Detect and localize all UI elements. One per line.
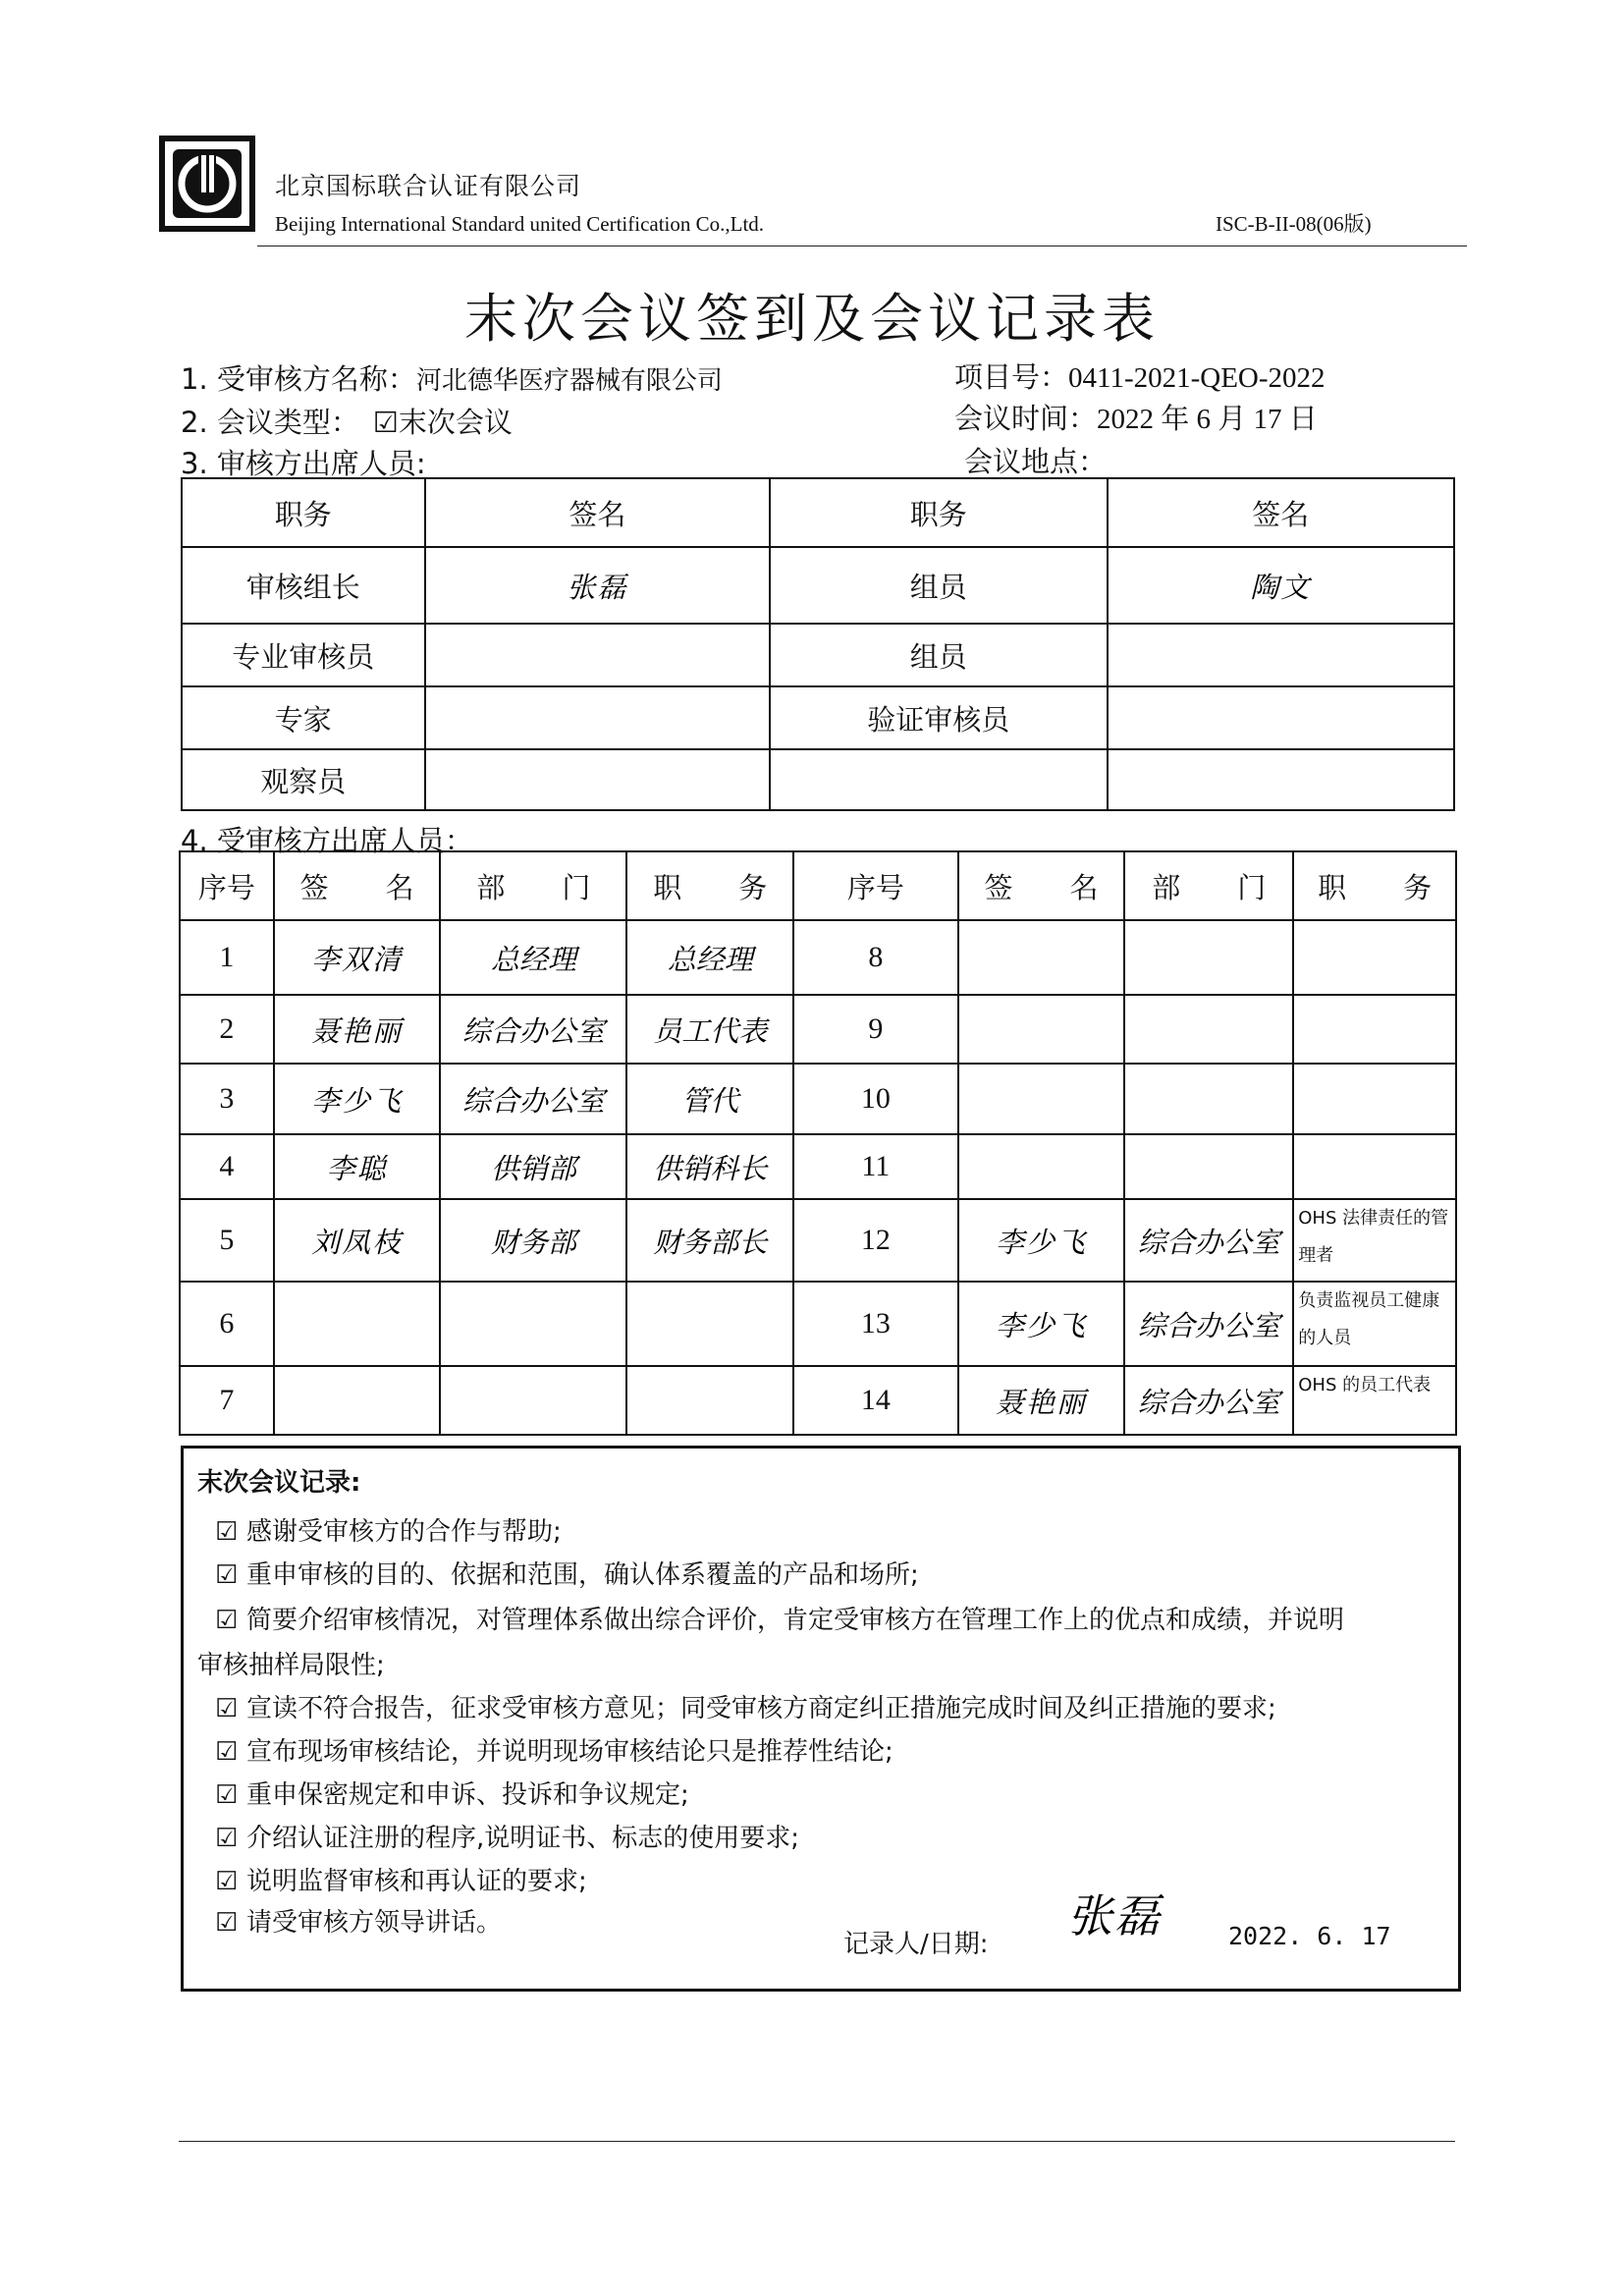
auditor-table-header: [182, 478, 1454, 547]
department-cell: [1124, 995, 1293, 1064]
checkbox-icon: ☑: [215, 1694, 239, 1723]
table-row: [182, 547, 1454, 624]
table-row: [180, 920, 1456, 995]
checkbox-icon: ☑: [215, 1867, 239, 1896]
auditee-attendees-label: 4. 受审核方出席人员：: [181, 824, 473, 857]
recorder-label: 记录人/日期:: [843, 1930, 989, 1959]
record-item: [215, 1600, 1344, 1636]
position-cell: [626, 1366, 793, 1435]
header-cell: 部 门: [1124, 851, 1293, 920]
signature-cell: [274, 1282, 441, 1366]
auditee-name-value: 河北德华医疗器械有限公司: [415, 366, 723, 396]
record-item: [215, 1511, 562, 1548]
header-cell: 职 务: [626, 851, 793, 920]
position-cell: [626, 1282, 793, 1366]
record-item-text: 介绍认证注册的程序,说明证书、标志的使用要求;: [246, 1824, 800, 1853]
header-cell: 职务: [770, 478, 1107, 547]
signature-cell: 聂艳丽: [274, 995, 441, 1064]
department-cell: [440, 1282, 626, 1366]
table-row: [182, 624, 1454, 686]
signature-cell: [274, 1366, 441, 1435]
department-cell: 综合办公室: [1124, 1282, 1293, 1366]
auditee-name-label: 1. 受审核方名称：: [181, 362, 416, 396]
checkbox-icon: ☑: [215, 1560, 239, 1590]
signature-cell: 聂艳丽: [958, 1366, 1125, 1435]
table-row: [180, 1134, 1456, 1199]
record-item-text: 说明监督审核和再认证的要求;: [246, 1867, 587, 1896]
seq-cell: 8: [793, 920, 958, 995]
project-label: 项目号：: [954, 360, 1069, 394]
seq-cell: 5: [180, 1199, 274, 1282]
role-cell: 组员: [770, 547, 1107, 624]
checkbox-icon: ☑: [215, 1517, 239, 1547]
table-row: [180, 1199, 1456, 1282]
table-row: [182, 686, 1454, 749]
role-cell: 验证审核员: [770, 686, 1107, 749]
signature-cell: [1108, 624, 1454, 686]
header-cell: 职 务: [1293, 851, 1456, 920]
signature-cell: [1108, 686, 1454, 749]
meeting-time-line: [954, 397, 1318, 437]
signature-cell: [958, 1134, 1125, 1199]
meeting-place-label: 会议地点：: [964, 445, 1108, 478]
record-item-text: 重申审核的目的、依据和范围，确认体系覆盖的产品和场所;: [246, 1560, 919, 1590]
record-item: [215, 1731, 893, 1768]
department-cell: [1124, 920, 1293, 995]
record-item: [215, 1688, 1276, 1724]
role-cell: 审核组长: [182, 547, 425, 624]
department-cell: 供销部: [440, 1134, 626, 1199]
signature-cell: [425, 686, 770, 749]
department-cell: 综合办公室: [440, 995, 626, 1064]
position-cell: [1293, 995, 1456, 1064]
department-cell: [1124, 1134, 1293, 1199]
signature-cell: [1108, 749, 1454, 810]
recorder-signature: 张磊: [1067, 1889, 1162, 1942]
seq-cell: 1: [180, 920, 274, 995]
position-cell: 管代: [626, 1064, 793, 1134]
department-cell: 综合办公室: [440, 1064, 626, 1134]
company-name-cn: 北京国标联合认证有限公司: [275, 172, 582, 200]
seq-cell: 6: [180, 1282, 274, 1366]
seq-cell: 2: [180, 995, 274, 1064]
position-cell: [1293, 920, 1456, 995]
table-row: [180, 995, 1456, 1064]
record-item: [215, 1902, 502, 1939]
header-cell: 序号: [180, 851, 274, 920]
checkbox-icon: ☑: [215, 1606, 239, 1635]
meeting-type-value: ☑末次会议: [372, 406, 513, 439]
position-cell: 财务部长: [626, 1199, 793, 1282]
record-item: [197, 1645, 385, 1681]
department-cell: 综合办公室: [1124, 1199, 1293, 1282]
meeting-type-label: 2. 会议类型：: [181, 406, 359, 439]
signature-cell: 李少飞: [958, 1199, 1125, 1282]
seq-cell: 12: [793, 1199, 958, 1282]
table-row: [180, 1282, 1456, 1366]
position-cell: OHS 法律责任的管理者: [1293, 1199, 1456, 1282]
record-item-text: 感谢受审核方的合作与帮助;: [246, 1517, 562, 1547]
auditee-attendance-table: [179, 850, 1457, 1436]
header-cell: 签名: [1108, 478, 1454, 547]
record-item: [215, 1775, 689, 1811]
position-cell: [1293, 1134, 1456, 1199]
record-title: 末次会议记录:: [197, 1468, 361, 1498]
record-item-text: 简要介绍审核情况，对管理体系做出综合评价，肯定受审核方在管理工作上的优点和成绩，并说明: [246, 1606, 1345, 1635]
department-cell: [440, 1366, 626, 1435]
header-cell: 序号: [793, 851, 958, 920]
signature-cell: 李双清: [274, 920, 441, 995]
signature-cell: [425, 624, 770, 686]
signature-cell: 李少飞: [274, 1064, 441, 1134]
role-cell: 专业审核员: [182, 624, 425, 686]
meeting-record-box: [181, 1446, 1461, 1992]
form-number: ISC-B-II-08(06版): [1216, 212, 1372, 236]
signature-cell: [958, 995, 1125, 1064]
header-cell: 签名: [425, 478, 770, 547]
position-cell: [1293, 1064, 1456, 1134]
page-title: 末次会议签到及会议记录表: [464, 288, 1160, 350]
position-cell: OHS 的员工代表: [1293, 1366, 1456, 1435]
signature-cell: [425, 749, 770, 810]
header-cell: 签 名: [958, 851, 1125, 920]
department-cell: 财务部: [440, 1199, 626, 1282]
position-cell: 员工代表: [626, 995, 793, 1064]
role-cell: [770, 749, 1107, 810]
position-cell: 负责监视员工健康的人员: [1293, 1282, 1456, 1366]
project-value: 0411-2021-QEO-2022: [1068, 362, 1326, 394]
record-item: [215, 1555, 919, 1591]
signature-cell: 张磊: [425, 547, 770, 624]
auditor-attendees-label: 3. 审核方出席人员:: [181, 447, 426, 480]
signature-cell: 刘凤枝: [274, 1199, 441, 1282]
header-cell: 签 名: [274, 851, 441, 920]
seq-cell: 10: [793, 1064, 958, 1134]
seq-cell: 7: [180, 1366, 274, 1435]
header-cell: 部 门: [440, 851, 626, 920]
department-cell: 综合办公室: [1124, 1366, 1293, 1435]
seq-cell: 13: [793, 1282, 958, 1366]
role-cell: 观察员: [182, 749, 425, 810]
table-row: [180, 1064, 1456, 1134]
record-item: [215, 1861, 587, 1897]
signature-cell: 陶文: [1108, 547, 1454, 624]
header-cell: 职务: [182, 478, 425, 547]
table-row: [182, 749, 1454, 810]
record-date: 2022. 6. 17: [1228, 1922, 1391, 1950]
auditee-table-header: [180, 851, 1456, 920]
meeting-time-label: 会议时间：: [954, 402, 1098, 435]
seq-cell: 14: [793, 1366, 958, 1435]
signature-cell: 李聪: [274, 1134, 441, 1199]
checkbox-icon: ☑: [215, 1780, 239, 1810]
project-line: [954, 355, 1326, 396]
checkbox-icon: ☑: [215, 1908, 239, 1938]
signature-cell: [958, 1064, 1125, 1134]
department-cell: 总经理: [440, 920, 626, 995]
checkbox-icon: ☑: [215, 1737, 239, 1767]
role-cell: 组员: [770, 624, 1107, 686]
meeting-type-line: [181, 401, 513, 441]
signature-cell: 李少飞: [958, 1282, 1125, 1366]
auditor-attendance-table: [181, 477, 1455, 811]
position-cell: 总经理: [626, 920, 793, 995]
auditee-name-line: [181, 357, 723, 398]
role-cell: 专家: [182, 686, 425, 749]
footer-divider: [179, 2141, 1455, 2142]
record-item-text: 宣读不符合报告，征求受审核方意见；同受审核方商定纠正措施完成时间及纠正措施的要求;: [246, 1694, 1276, 1723]
record-item-text: 重申保密规定和申诉、投诉和争议规定;: [246, 1780, 689, 1810]
meeting-time-value: 2022 年 6 月 17 日: [1097, 404, 1318, 435]
record-item-text: 请受审核方领导讲话。: [246, 1908, 503, 1938]
record-item-text: 宣布现场审核结论，并说明现场审核结论只是推荐性结论;: [246, 1737, 893, 1767]
seq-cell: 9: [793, 995, 958, 1064]
record-item: [215, 1818, 799, 1854]
table-row: [180, 1366, 1456, 1435]
position-cell: 供销科长: [626, 1134, 793, 1199]
seq-cell: 3: [180, 1064, 274, 1134]
department-cell: [1124, 1064, 1293, 1134]
company-logo: [159, 136, 255, 232]
company-name-en: Beijing International Standard united Certification Co.,Ltd.: [275, 212, 765, 236]
signature-cell: [958, 920, 1125, 995]
seq-cell: 11: [793, 1134, 958, 1199]
seq-cell: 4: [180, 1134, 274, 1199]
checkbox-icon: ☑: [215, 1824, 239, 1853]
record-item-text: 审核抽样局限性;: [197, 1651, 385, 1680]
